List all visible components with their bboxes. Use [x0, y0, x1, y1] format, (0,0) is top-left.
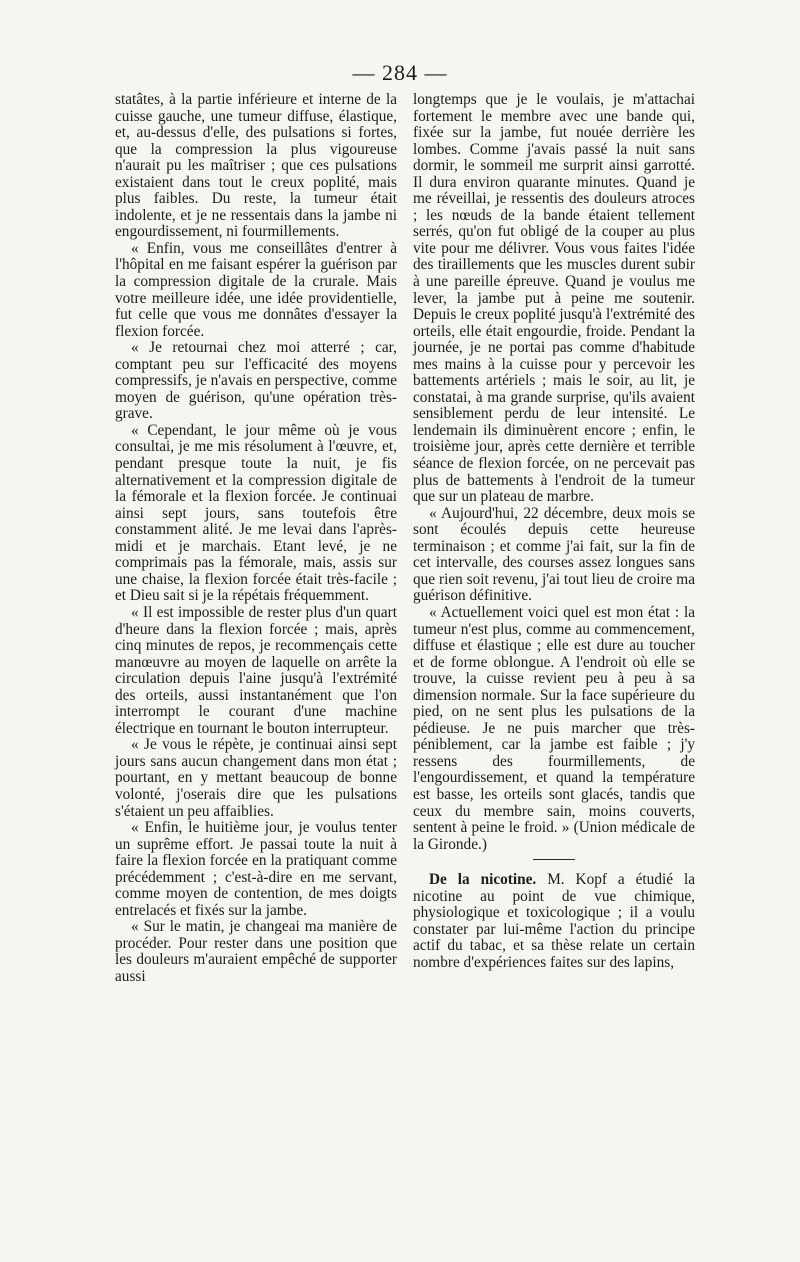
paragraph: « Aujourd'hui, 22 décembre, deux mois se sont écoulés depuis cette heureuse terminaison ; et comme j'ai fait, sur la fin de cet intervalle, des courses assez longues sans que rien soit revenu, j'ai tout lieu de croire ma guérison définitive. [413, 504, 695, 605]
section-text: M. Kopf a étudié la nicotine au point de vue chimique, physiologique et toxicologique ; il a voulu constater par lui-même l'action du principe actif du tabac, et sa thèse relate un certain nombre d'expériences faites sur des lapins, [413, 871, 695, 971]
page-number: — 284 — [352, 60, 448, 85]
section-divider [533, 859, 575, 860]
paragraph: longtemps que je le voulais, je m'attachai fortement le membre avec une bande qui, fixée sur la jambe, fut nouée derrière les lombes. Comme j'avais passé la nuit sans dormir, le sommeil me surprit ainsi garrotté. Il dura environ quarante minutes. Quand je me réveillai, je ressentis des douleurs atroces ; les nœuds de la bande étaient tellement serrés, qu'on fut obligé de la couper au plus vite pour me délivrer. Vous vous faites l'idée des tiraillements que les muscles durent subir à une pareille épreuve. Quand je voulus me lever, la jambe put à peine me soutenir. Depuis le creux poplité jusqu'à l'extrémité des orteils, elle était engourdie, froide. Pendant la journée, je ne portai pas comme d'habitude mes mains à la cuisse pour y percevoir les battements artériels ; mais le soir, au lit, je constatai, à ma grande surprise, qu'ils avaient sensiblement perdu de leur intensité. Le lendemain ils diminuèrent encore ; enfin, le troisième jour, après cette dernière et terrible séance de flexion forcée, on ne percevait pas plus de battements à l'endroit de la tumeur que sur un plateau de marbre. [413, 91, 695, 506]
paragraph: « Cependant, le jour même où je vous consultai, je me mis résolument à l'œuvre, et, pendant presque toute la nuit, je fis alternativement et la compression digitale de la fémorale et la flexion forcée. Je continuai ainsi sept jours, sans toutefois être constamment alité. Je me levai dans l'après-midi et je marchais. Etant levé, je ne comprimais pas la fémorale, mais, assis sur une chaise, la flexion forcée était très-facile ; et Dieu sait si je la répétais fréquemment. [115, 421, 397, 605]
paragraph: « Je vous le répète, je continuai ainsi sept jours sans aucun changement dans mon état ; pourtant, en y mettant beaucoup de bonne volonté, j'oserais dire que les pulsations s'étaient un peu affaiblies. [115, 736, 397, 820]
left-column [115, 92, 397, 986]
right-column [413, 92, 695, 971]
paragraph: « Enfin, vous me conseillâtes d'entrer à l'hôpital en me faisant espérer la guérison par la compression digitale de la crurale. Mais votre meilleure idée, une idée providentielle, fut celle que vous me donnâtes d'essayer la flexion forcée. [115, 239, 397, 340]
paragraph: statâtes, à la partie inférieure et interne de la cuisse gauche, une tumeur diffuse, élastique, et, au-dessus d'elle, des pulsations si fortes, que la compression la plus vigoureuse n'aurait pu les maîtriser ; que ces pulsations existaient dans tout le creux poplité, mais plus faibles. Du reste, la tumeur était indolente, et je ne ressentais dans la jambe ni engourdissement, ni fourmillements. [115, 91, 397, 241]
section-heading: De la nicotine. [429, 871, 537, 889]
paragraph: « Il est impossible de rester plus d'un quart d'heure dans la flexion forcée ; mais, après cinq minutes de repos, je recommençais cette manœuvre au moyen de laquelle on arrête la circulation depuis l'aine jusqu'à l'extrémité des orteils, aussi instantanément que l'on interrompt le courant d'une machine électrique en tournant le bouton interrupteur. [115, 603, 397, 737]
section-paragraph [413, 872, 695, 971]
paragraph: « Enfin, le huitième jour, je voulus tenter un suprême effort. Je passai toute la nuit à faire la flexion forcée en la pratiquant comme précédemment ; c'est-à-dire en me servant, comme moyen de contention, de mes doigts entrelacés et fixés sur la jambe. [115, 819, 397, 919]
paragraph: « Je retournai chez moi atterré ; car, comptant peu sur l'efficacité des moyens compressifs, je n'avais en perspective, comme moyen de guérison, qu'une opération très-grave. [115, 339, 397, 423]
paragraph: « Sur le matin, je changeai ma manière de procéder. Pour rester dans une position que les douleurs m'auraient empêché de supporter aussi [115, 918, 397, 985]
paragraph: « Actuellement voici quel est mon état : la tumeur n'est plus, comme au commencement, diffuse et élastique ; elle est dure au toucher et de forme oblongue. A l'endroit où elle se trouve, la cuisse revient peu à peu à sa dimension normale. Sur la face supérieure du pied, on ne sent plus les pulsations de la pédieuse. Je ne puis marcher que très-péniblement, car la jambe est faible ; j'y ressens des fourmillements, de l'engourdissement, et quand la température est basse, les orteils sont glacés, tandis que ceux du membre sain, moins couverts, sentent à peine le froid. » (Union médicale de la Gironde.) [413, 603, 695, 853]
